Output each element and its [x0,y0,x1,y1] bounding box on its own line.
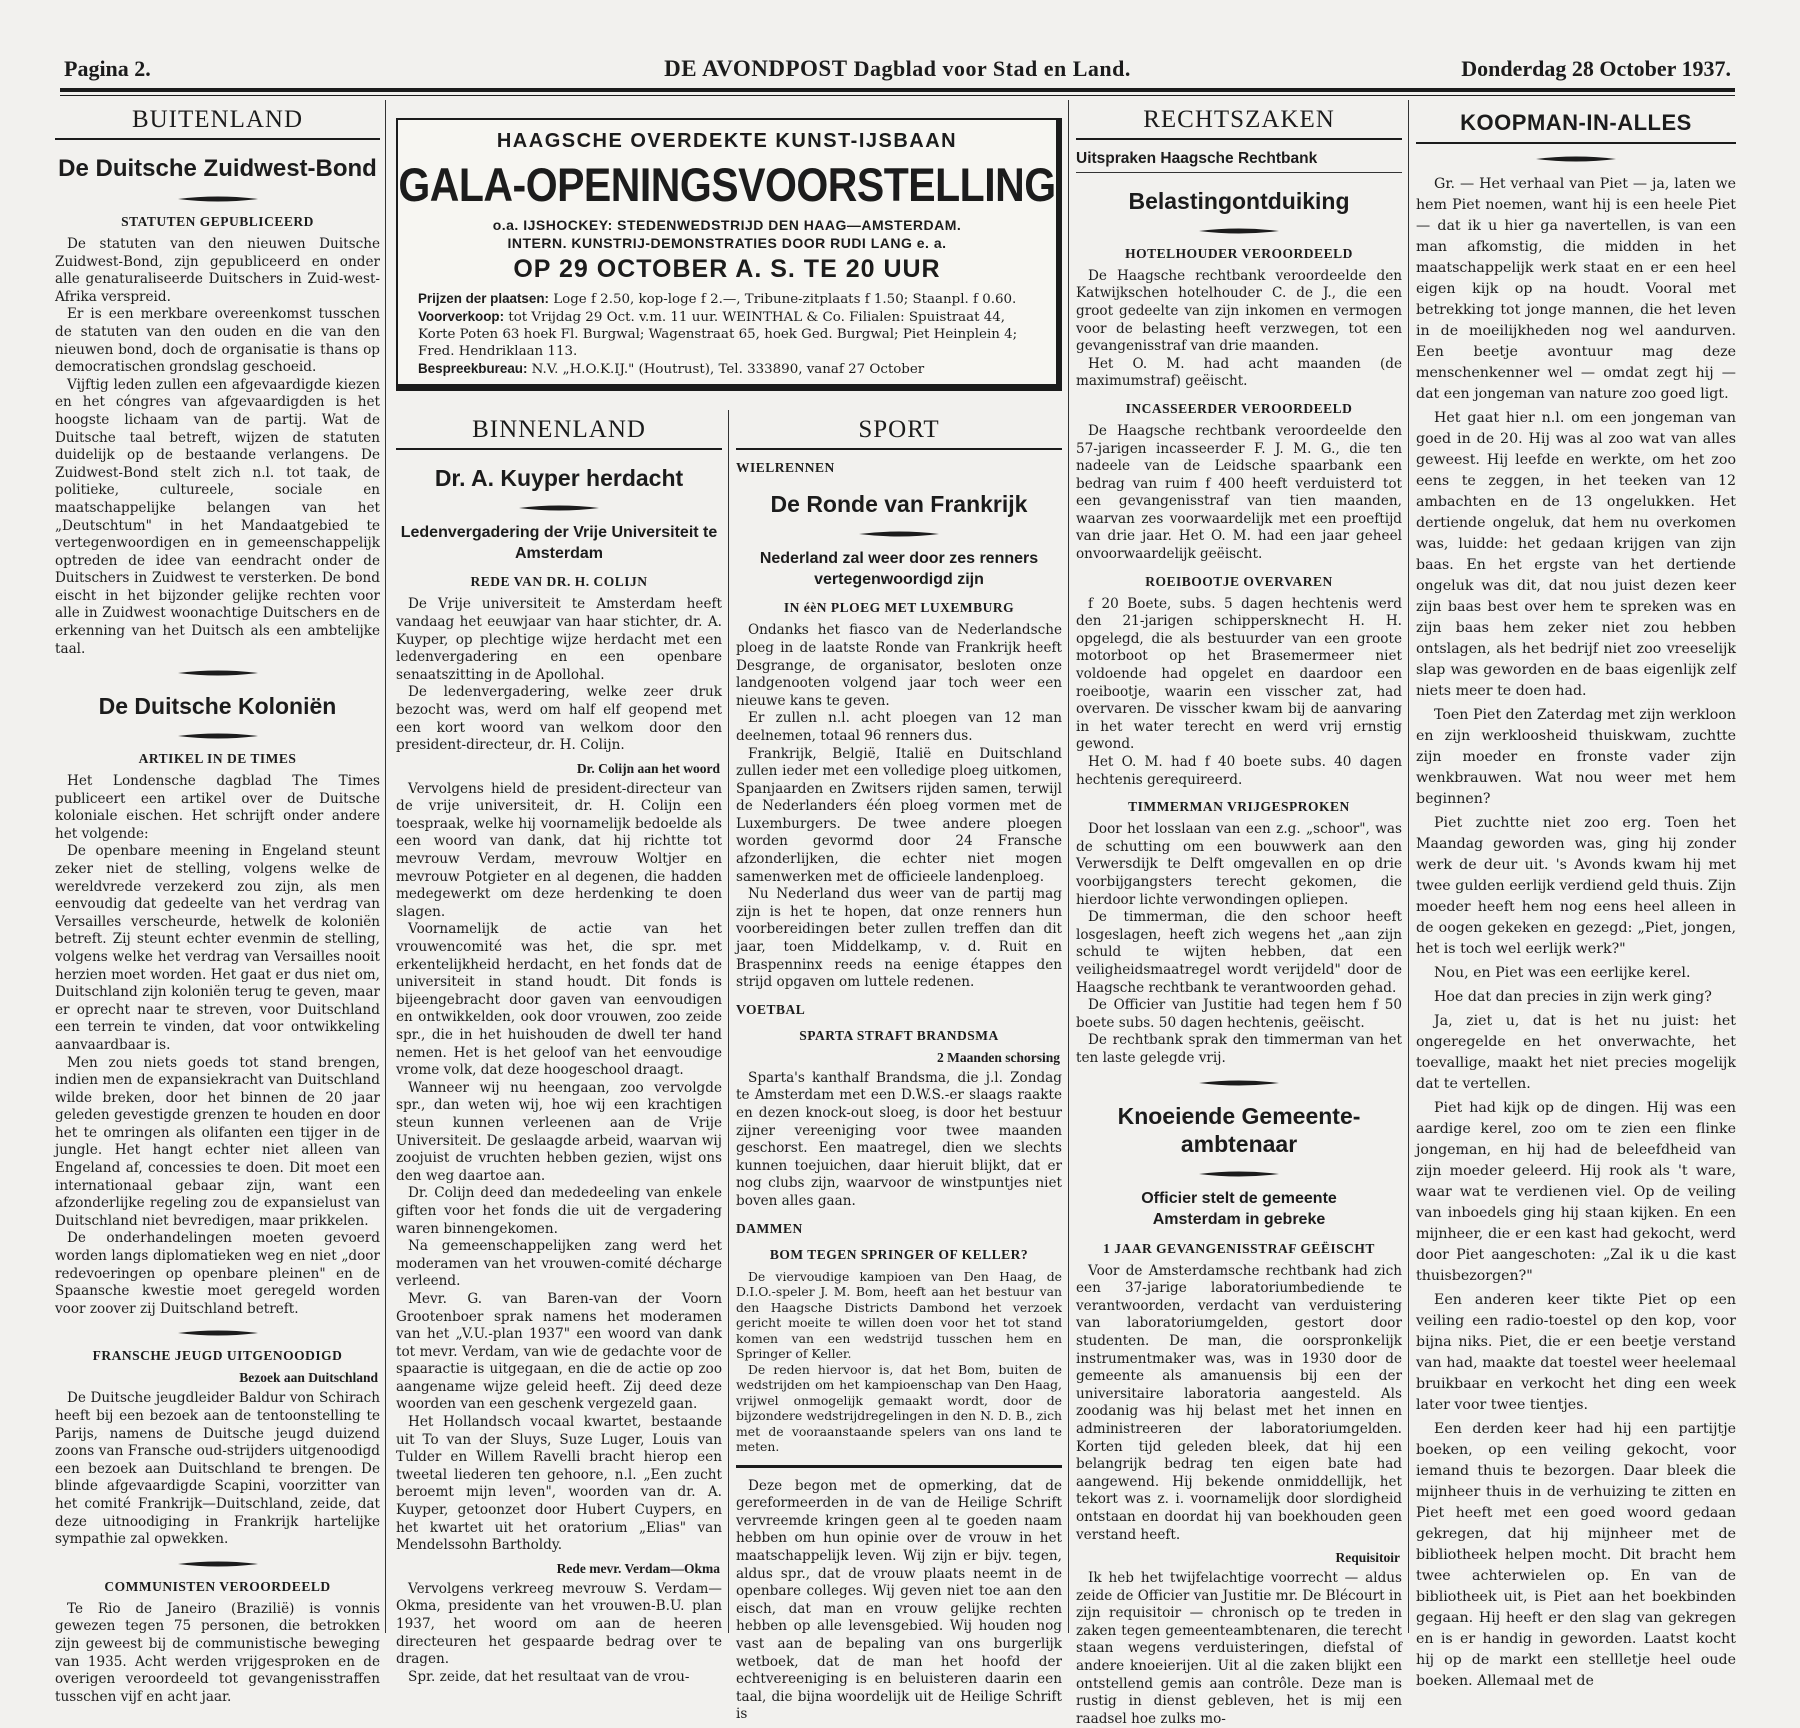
section-title: BINNENLAND [396,410,722,450]
paragraph: Ik heb het twijfelachtige voorrecht — aldus zeide de Officier van Justitie mr. De Blécourt in zijn requisitoir — chronisch op te treden in zaken tegen gemeenteambtenaren, die terecht staan wegens verduisteringen, diefstal of andere knoeierijen. Uit al die zaken blijkt een ontstellend gemis aan contrôle. Deze man is rustig in dienst gebleven, het is mij een raadsel hoe zulks mo- [1076,1570,1402,1727]
article-subtitle: Nederland zal weer door zes renners vertegenwoordigd zijn [759,549,1039,588]
paragraph: Gr. — Het verhaal van Piet — ja, laten we hem Piet noemen, want hij is een heele Piet — dat ik u hier ga navertellen, is van een man afkomstig, die midden in het maatschappelijk werk staat en er een heel eigen kijk op na houdt. Vooral met betrekking tot jonge mannen, die het leven in de moeilijkheden nog wel aandurven. Een beetje avontuur mag deze menschenkenner wel — omdat zegt hij — dat een jongeman van nature zoo goed ligt. [1416,176,1736,402]
article-caps: 1 JAAR GEVANGENISSTRAF GEËISCHT [1103,1240,1375,1256]
section-title: KOOPMAN-IN-ALLES [1416,100,1736,144]
ornament-divider [1199,1169,1279,1179]
paragraph: Wanneer wij nu heengaan, zoo vervolgde spr., dan weten wij, hoe wij een krachtigen steun kunnen verleenen aan de Vrije Universiteit. De geslaagde arbeid, waarvan wij zoojuist de vruchten hebben gezien, wijst ons den weg daartoe aan. [396,1079,722,1184]
paragraph: Vervolgens verkreeg mevrouw S. Verdam—Okma, presidente van het vrouwen-B.U. plan 1937, het woord om aan de heeren directeuren het gespaarde bedrag over te dragen. [396,1580,722,1668]
article-caps: TIMMERMAN VRIJGESPROKEN [1128,799,1350,815]
article-caps: INCASSEERDER VEROORDEELD [1125,400,1353,416]
paper-tagline: Dagblad voor Stad en Land. [853,56,1131,81]
paragraph: Het Hollandsch vocaal kwartet, bestaande uit To van der Sluys, Suze Luger, Louis van Tulder en Willem Ravelli bracht hierop een tweetal liederen ten gehoore, n.l. „Een zucht beroemt mijn leven", woorden van dr. A. Kuyper, getoonzet door Hubert Cuypers, en het kwartet uit het oratorium „Elias" van Mendelssohn Bartholdy. [396,1414,722,1554]
column-rule [1408,100,1409,1633]
paragraph: Nou, en Piet was een eerlijke kerel. [1434,965,1691,981]
issue-date: Donderdag 28 October 1937. [1461,56,1731,81]
paragraph: Door het losslaan van een z.g. „schoor", was de schutting om een bouwwerk aan den Verwersdijk te Delft omgevallen en op drie voorbijgangsters terecht gekomen, die hierdoor lichte verwondingen opliepen. [1076,821,1402,908]
paragraph: Een derden keer had hij een partijtje boeken, op een veiling gekocht, voor iemand thuis te bezorgen. Daar bleek die mijnheer thuis in de verhuizing te zitten en Piet heeft met een goed woord gedaan gekregen, dat hij mijnheer met de bibliotheek helpen mocht. Dit bracht hem twee achterwielen op. En van de bibliotheek uit, is Piet aan het boekbinden gegaan. Hij heeft er den slag van gekregen en is er handig in geworden. Laatst kocht hij op de markt een stellletje heel oude boeken. Allemaal met de [1416,1421,1736,1689]
article-title: De Duitsche Koloniën [98,693,337,720]
article-title: De Duitsche Zuidwest-Bond [58,155,377,182]
category-label: VOETBAL [736,1001,806,1017]
paragraph: De Haagsche rechtbank veroordeelde den Katwijkschen hotelhouder C. de J., die een groot gedeelte van zijn inkomen en vermogen voor de belasting heeft verzwegen, tot een gevangenisstraf van drie maanden. [1076,267,1402,355]
article-title: Belastingontduiking [1128,188,1350,214]
paragraph: Na gemeenschappelijken zang werd het moderamen van het vrouwen-comité décharge verleend. [396,1238,722,1290]
ornament-divider [178,1328,258,1338]
paragraph: De Vrije universiteit te Amsterdam heeft vandaag het eeuwjaar van haar stichter, dr. A. Kuyper, op plechtige wijze herdacht met een ledenvergadering en een openbare senaatszitting in de Apollohal. [396,596,722,683]
paragraph: Toen Piet den Zaterdag met zijn werkloon en zijn werkloosheid thuiskwam, zuchtte zijn moeder en fronste vader zijn wenkbrauwen. Wat nou weer met hem beginnen? [1416,707,1736,807]
article-title: De Ronde van Frankrijk [770,491,1028,517]
ad-prices: Loge f 2.50, kop-loge f 2.—, Tribune-zitplaats f 1.50; Staanpl. f 0.60. [553,292,1017,307]
paragraph: Men zou niets goeds tot stand brengen, indien men de expansiekracht van Duitschland wilde breken, door het binnen de 20 jaar geleden gevestigde grenzen te houden en door het te omringen als olifanten een tijger in de jungle. Het hangt echter niet alleen van Engeland af, concessies te doen. Dit moet een internationaal gebaar zijn, want een afzonderlijke regeling zou de expansielust van Duitschland niet bevredigen, maar prikkelen. [55,1054,380,1229]
ornament-divider [178,731,258,741]
article-subtitle: ARTIKEL IN DE TIMES [138,751,297,766]
paragraph: Het O. M. had f 40 boete subs. 40 dagen hechtenis gerequireerd. [1076,754,1402,788]
section-title: BUITENLAND [55,100,380,140]
category-label: DAMMEN [736,1220,803,1236]
paragraph: Ondanks het fiasco van de Nederlandsche ploeg in de laatste Ronde van Frankrijk heeft Desgrange, de organisator, besloten onze landgenooten volgend jaar toch weer een nieuwe kans te geven. [736,622,1062,709]
column-rule [728,410,729,1633]
paragraph: Sparta's kanthalf Brandsma, die j.l. Zondag te Amsterdam met een D.W.S.-er slaags raakte en dezen knock-out sloeg, is door het bestuur zijner vereeniging voor twee maanden geschorst. Een maatregel, dien we slechts kunnen toejuichen, daar hieruit blijkt, dat er nog clubs zijn, waarvoor de winstpuntjes niet boven alles gaan. [736,1069,1062,1209]
paragraph: Piet had kijk op de dingen. Hij was een aardige kerel, zoo om te zien een flinke jongeman, en hij had de beleefdheid van zijn moeder geleerd. Hij rook als 't ware, waar wat te verdienen viel. Op de veiling van inboedels ging hij staan kijken. En een mijnheer, die er een kast had gekocht, werd door Piet aangeschoten: „Zal ik u die kast thuisbezorgen?" [1416,1100,1736,1284]
section-title: SPORT [736,410,1062,450]
paragraph: Frankrijk, België, Italië en Duitschland zullen ieder met een volledige ploeg uitkomen, Spanjaarden en Zwitsers rijden samen, terwijl de Nederlanders één ploeg vormen met de Luxemburgers. De twee andere ploegen worden gevormd door 24 Fransche afzonderlijken, die echter niet mogen samenwerken met de officieele landenploeg. [736,745,1062,885]
paragraph: De statuten van den nieuwen Duitsche Zuidwest-Bond, zijn gepubliceerd en onder alle genaturaliseerde Duitschers in Zuid-west-Afrika verspreid. [55,236,380,305]
paragraph: Het gaat hier n.l. om een jongeman van goed in de 20. Hij was al zoo wat van alles geweest. Hij leefde en werkte, om het zoo eens te zeggen, in het teeken van 12 ambachten en de 13 ongelukken. Het dertiende ongeluk, dat hem nu overkomen was, luidde: het gedaan krijgen van zijn baas. En het ergste van het dertiende ongeluk was dit, dat nou juist dezen keer zijn baas best over hem te spreken was en zijn baas hem zeker niet zou hebben ontslagen, als het bedrijf niet zoo vreeselijk slap was geworden en de baas eigenlijk zelf niets meer te doen had. [1416,410,1736,699]
article-title: Knoeiende Gemeente-ambtenaar [1117,1102,1361,1158]
advertisement-ijsbaan [396,118,1058,386]
paragraph: De rechtbank sprak den timmerman van het ten laste gelegde vrij. [1076,1032,1402,1066]
masthead-rule-thin [60,95,1735,96]
article-caps: BOM TEGEN SPRINGER OF KELLER? [769,1246,1029,1262]
ad-label: Bespreekbureau: [418,361,528,376]
article-caps: IN éèN PLOEG MET LUXEMBURG [783,600,1015,616]
column-sport [736,410,1062,1723]
column-buitenland [55,100,380,1705]
column-rechtszaken [1076,100,1402,1727]
ad-presale: tot Vrijdag 29 Oct. v.m. 11 uur. WEINTHAL & Co. Filialen: Spuistraat 44, Korte Poten 63 hoek Fl. Burgwal; Wagenstraat 65, hoek Ged. Burgwal; Piet Heinplein 4; Fred. Hendriklaan 113. [418,310,1018,359]
column-binnenland [396,410,722,1685]
paragraph: Spr. zeide, dat het resultaat van de vrou- [408,1668,690,1685]
column-rule [385,100,386,1633]
article-title: Dr. A. Kuyper herdacht [434,465,684,491]
paragraph: Vervolgens hield de president-directeur van de vrije universiteit, dr. H. Colijn een toespraak, welke hij voornamelijk bedoelde als een woord van dank, dat hij richtte tot mevrouw Verdam, mevrouw Woltjer en mevrouw Potgieter en al degenen, die hadden medegewerkt om deze herdenking te doen slagen. [396,780,722,920]
article-subtitle: Bezoek aan Duitschland [239,1370,378,1386]
article-caps: SPARTA STRAFT BRANDSMA [799,1027,999,1043]
ad-label: Voorverkoop: [418,309,505,324]
ad-details [418,290,1040,378]
subhead: 2 Maanden schorsing [936,1049,1060,1065]
article-title: FRANSCHE JEUGD UITGENOODIGD [92,1348,343,1364]
ornament-divider [178,1559,258,1569]
column-koopman [1416,100,1736,1689]
article-title: COMMUNISTEN VEROORDEELD [104,1578,331,1594]
subhead: Rede mevr. Verdam—Okma [556,1560,720,1576]
paragraph: f 20 Boete, subs. 5 dagen hechtenis werd den 21-jarigen schippersknecht H. H. opgelegd, die als bestuurder van een groote motorboot op het Brasemermeer niet voldoende had opgelet en daardoor een roeibootje, waarin een visscher zat, had overvaren. De visscher kwam bij de aanvaring in het water terecht en werd vrij ernstig gewond. [1076,595,1402,753]
article-subtitle: STATUTEN GEPUBLICEERD [121,214,314,229]
section-subtitle: Uitspraken Haagsche Rechtbank [1076,150,1402,173]
article-caps: REDE VAN DR. H. COLIJN [470,574,648,590]
paragraph: Dr. Colijn deed dan mededeeling van enkele giften voor het fonds die uit de vergadering waren binnengekomen. [396,1185,722,1237]
ad-venue: HAAGSCHE OVERDEKTE KUNST-IJSBAAN [496,130,958,152]
paragraph: Deze begon met de opmerking, dat de gereformeerden in de van de Heilige Schrift vervreemde kringen geen al te goeden naam hebben om hun opinie over de vrouw in het maatschappelijk leven. Wij zijn er bijv. tegen, aldus spr., dat de vrouw plaats neemt in de openbare colleges. Wij geven niet toe aan den eisch, dat man en vrouw gelijke rechten hebben op alle levensgebied. Wij houden nog vast aan de bepaling van ons burgerlijk wetboek, dat de man het hoofd der echtvereeniging is en beluisteren daarin een taal, die bijna woordelijk uit de Heilige Schrift is [736,1477,1062,1723]
paragraph: De reden hiervoor is, dat het Bom, buiten de wedstrijden om het kampioenschap van Den Haag, vrijwel onmogelijk gemaakt wordt, door de bijzondere wedstrijdregelingen in den N. D. B., zich met de vooraanstaande spelers van ons land te meten. [736,1361,1062,1455]
paragraph: Piet zuchtte niet zoo erg. Toen het Maandag geworden was, ging hij zonder werk de deur uit. 's Avonds kwam hij met twee gulden eerlijk verdiend geld thuis. Zijn moeder heeft hem nog eens heel alleen in de oogen gekeken en gezegd: „Piet, jongen, het is toch wel eerlijk werk?" [1416,815,1736,957]
paragraph: Het O. M. had acht maanden (de maximumstraf) geëischt. [1076,355,1402,390]
section-title: RECHTSZAKEN [1076,100,1402,140]
paragraph: Te Rio de Janeiro (Brazilië) is vonnis gewezen tegen 75 personen, die betrokken zijn geweest bij de communistische beweging van 1935. Acht werden vrijgesproken en de overigen veroordeeld tot gevangenisstraffen tusschen vijf en acht jaar. [55,1600,380,1705]
ad-program [398,216,1056,252]
paragraph: De ledenvergadering, welke zeer druk bezocht was, werd om half elf geopend met een kort woord van welkom door den president-directeur, dr. H. Colijn. [396,684,722,754]
article-caps: ROEIBOOTJE OVERVAREN [1145,573,1333,589]
ornament-divider [519,503,599,513]
ornament-divider [1536,154,1616,164]
article-subtitle: Ledenvergadering der Vrije Universiteit te Amsterdam [400,523,718,562]
paragraph: Een anderen keer tikte Piet op een veiling een radio-toestel op den kop, voor bijna niks. Piet, die er een beetje verstand van had, maakte dat toestel weer heelemaal bruikbaar en verkocht het ding een week later voor twee tientjes. [1416,1292,1736,1413]
paragraph: Voornamelijk de actie van het vrouwencomité was het, die spr. met erkentelijkheid herdacht, en het fonds dat de universiteit in stand houdt. Dit fonds is bijeengebracht door gaven van eenvoudigen en ontwikkelden, ook door vrouwen, zoo zeide spr., die in het huishouden de dwell ter hand nemen. Het is het geloof van het eenvoudige vrome volk, dat deze hoogeschool draagt. [396,921,722,1079]
category-label: WIELRENNEN [736,460,835,475]
masthead [60,52,1735,86]
paper-name: DE AVONDPOST [664,56,848,81]
paragraph: Het Londensche dagblad The Times publiceert een artikel over de Duitsche koloniale eischen. Het schrijft onder andere het volgende: [55,773,380,842]
paragraph: Nu Nederland dus weer van de partij mag zijn is het te hopen, dat onze renners hun voorbereidingen beter zullen treffen dan dit jaar, toen Middelkamp, v. d. Ruit en Braspenninx reeds na eenige étappes den strijd opgaven om luttele redenen. [736,886,1062,991]
paragraph: Ja, ziet u, dat is het nu juist: het ongeregelde en het onverwachte, het toevallige, maakt het niet precies mogelijk dat te vertellen. [1416,1013,1736,1092]
masthead-rule [60,88,1735,92]
ornament-divider [178,194,258,204]
ad-label: Prijzen der plaatsen: [418,291,549,306]
ornament-divider [1199,1078,1279,1088]
ad-date: OP 29 OCTOBER A. S. TE 20 UUR [513,255,941,283]
paragraph: Er zullen n.l. acht ploegen van 12 man deelnemen, totaal 96 renners dus. [736,710,1062,744]
paragraph: De Officier van Justitie had tegen hem f 50 boete subs. 50 dagen hechtenis, geëischt. [1076,997,1402,1031]
paragraph: Hoe dat dan precies in zijn werk ging? [1434,989,1712,1005]
paragraph: De Duitsche jeugdleider Baldur von Schirach heeft bij een bezoek aan de tentoonstelling te Parijs, namens de Duitsche jeugd duizend zoons van Fransche oud-strijders uitgenoodigd een bezoek aan Duitschland te brengen. De blinde afgevaardigde Scapini, voorzitter van het comité Frankrijk—Duitschland, zeide, dat deze uitnoodiging in Frankrijk hartelijke sympathie zal opwekken. [55,1390,380,1548]
ad-headline: GALA-OPENINGSVOORSTELLING [398,158,1056,212]
subhead: Requisitoir [1335,1550,1400,1566]
page-number: Pagina 2. [64,56,151,81]
paragraph: De onderhandelingen moeten gevoerd worden langs diplomatieken weg en niet „door redevoeringen op openbare pleinen" en de Spaansche kwestie moet geregeld worden voor zoover zij Duitschland betreft. [55,1230,380,1317]
article-subtitle: Officier stelt de gemeente Amsterdam in gebreke [1141,1190,1337,1228]
article-caps: HOTELHOUDER VEROORDEELD [1125,245,1353,261]
paragraph: Voor de Amsterdamsche rechtbank had zich een 37-jarige laboratoriumbediende te verantwoorden, verdacht van verduistering van laboratoriumgelden, gestort door studenten. De man, die oorspronkelijk instrumentmaker was, was in 1930 door de gemeente als amanuensis bij een der universitaire laboratoria aangesteld. Als zoodanig was hij belast met het innen en administreeren der laboratoriumgelden. Korten tijd geleden bleek, dat hij een belangrijk bedrag ten eigen bate had aangewend. Hij bekende onmiddellijk, het tekort was z. i. voornamelijk door slordigheid ontstaan en doordat hij van boekhouden geen verstand heeft. [1076,1262,1402,1543]
ornament-divider [178,668,258,678]
ad-program-line: o.a. IJSHOCKEY: STEDENWEDSTRIJD DEN HAAG—AMSTERDAM. [492,217,962,233]
ornament-divider [859,529,939,539]
divider [736,1465,1062,1468]
column-rule [1068,100,1069,1633]
paragraph: Vijftig leden zullen een afgevaardigde kiezen en het cóngres van afgevaardigden is het hoogste lichaam van de partij. Wat de Duitsche taal betreft, wijzen de statuten duidelijk op de bestaande verlangens. De Zuidwest-Bond stelt zich n.l. tot taak, de politieke, cultureele, sociale en maatschappelijke belangen van het „Deutschtum" in het Mandaatgebied te vertegenwoordigen en in gemeenschappelijk optreden de idee van eendracht onder de Duitschers in Zuidwest te versterken. De bond eischt in het bijzonder gelijke rechten voor alle in Zuidwest woonachtige Duitschers en de erkenning van het Duitsch als een ambtelijke taal. [55,376,380,657]
paragraph: Er is een merkbare overeenkomst tusschen de statuten van den ouden en die van den nieuwen bond, doch de organisatie is thans op democratischen grondslag geschoeid. [55,306,380,376]
ad-booking: N.V. „H.O.K.IJ." (Houtrust), Tel. 333890, vanaf 27 October [531,362,925,377]
paragraph: De Haagsche rechtbank veroordeelde den 57-jarigen incasseerder F. J. M. G., die ten nadeele van de Leidsche spaarbank een bedrag van ruim f 400 heeft verduisterd tot een gevangenisstraf van tien maanden, waarvan zes voorwaardelijk met een proeftijd van drie jaar. Het O. M. had een jaar geheel onvoorwaardelijk geëischt. [1076,422,1402,563]
paragraph: De openbare meening in Engeland steunt zeker niet de stelling, volgens welke de wereldvrede verzekerd zou zijn, als men eenvoudig dat gedeelte van het verdrag van Versailles verscheurde, hetwelk de koloniën betreft. Zij steunt echter evenmin de stelling, volgens welke het verdrag van Versailles nooit herzien moet worden. Het gaat er dus niet om, Duitschland zijn koloniën terug te geven, maar er oprecht naar te streven, voor Duitschland een terrein te vinden, dat voor ontwikkeling aanvaardbaar is. [55,843,380,1053]
ornament-divider [1199,226,1279,236]
paragraph: De timmerman, die den schoor heeft losgeslagen, heeft zich wegens het „aan zijn schuld te wijten hebben, dat een veiligheidsmaatregel wordt verijdeld" door de Haagsche rechtbank te verantwoorden gehad. [1076,909,1402,996]
ad-program-line: INTERN. KUNSTRIJ-DEMONSTRATIES DOOR RUDI LANG e. a. [507,235,947,251]
paragraph: De viervoudige kampioen van Den Haag, de D.I.O.-speler J. M. Bom, heeft aan het bestuur van den Haagsche Districts Dambond het verzoek gericht moeite te willen doen voor het tot stand komen van een wedstrijd tusschen hem en Springer of Keller. [736,1268,1062,1362]
subhead: Dr. Colijn aan het woord [576,760,720,776]
paragraph: Mevr. G. van Baren-van der Voorn Grootenboer sprak namens het moderamen van het „V.U.-plan 1937" een woord van dank tot mevr. Verdam, van wie de gedachte voor de spaaractie is uitgegaan, en die de actie op zoo aangename wijze geleid heeft. Zij deed deze woorden van een geschenk vergezeld gaan. [396,1290,722,1413]
